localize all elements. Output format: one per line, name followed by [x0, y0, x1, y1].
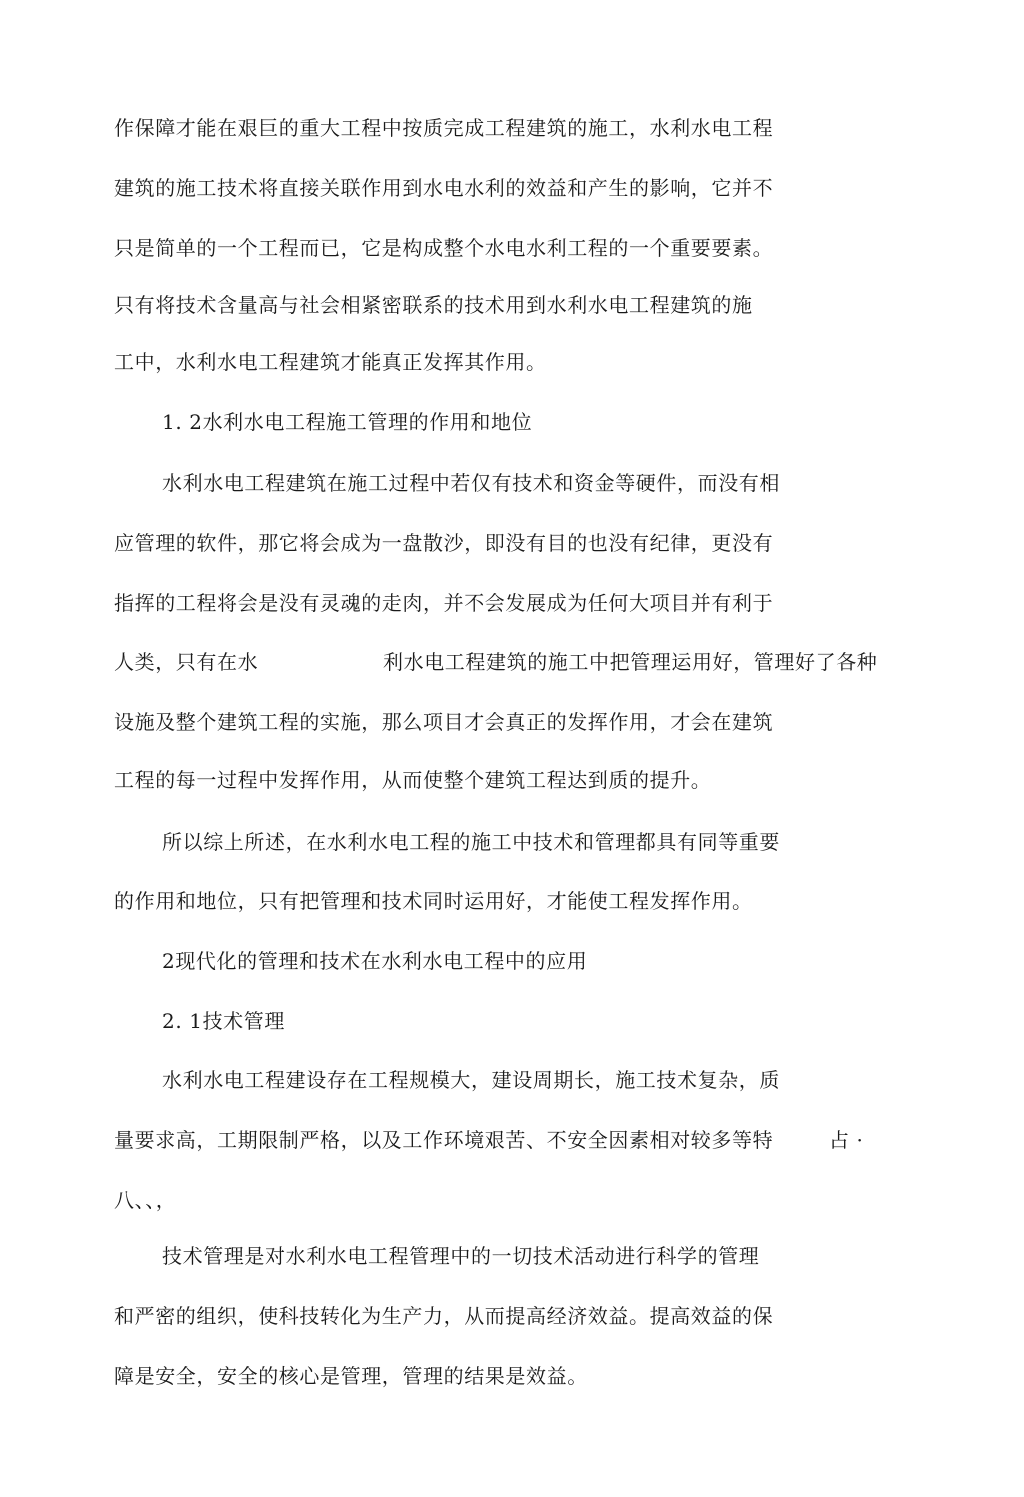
- text-line: 人类，只有在水: [114, 650, 259, 674]
- text-line: 应管理的软件，那它将会成为一盘散沙，即没有目的也没有纪律，更没有: [114, 531, 774, 555]
- text-line: 和严密的组织，使科技转化为生产力，从而提高经济效益。提高效益的保: [114, 1304, 774, 1328]
- text-line: 只是简单的一个工程而已，它是构成整个水电水利工程的一个重要要素。: [114, 236, 774, 260]
- text-line: 障是安全，安全的核心是管理，管理的结果是效益。: [114, 1364, 588, 1388]
- text-line: 水利水电工程建筑在施工过程中若仅有技术和资金等硬件，而没有相: [162, 471, 780, 495]
- text-line: 设施及整个建筑工程的实施，那么项目才会真正的发挥作用，才会在建筑: [114, 710, 774, 734]
- text-line: 量要求高，工期限制严格，以及工作环境艰苦、不安全因素相对较多等特: [114, 1128, 774, 1152]
- text-line: 只有将技术含量高与社会相紧密联系的技术用到水利水电工程建筑的施: [114, 293, 753, 317]
- section-heading: 1. 2水利水电工程施工管理的作用和地位: [162, 410, 533, 434]
- text-line: 作保障才能在艰巨的重大工程中按质完成工程建筑的施工，水利水电工程: [114, 116, 774, 140]
- text-line: 技术管理是对水利水电工程管理中的一切技术活动进行科学的管理: [162, 1244, 760, 1268]
- text-line: 指挥的工程将会是没有灵魂的走肉，并不会发展成为任何大项目并有利于: [114, 591, 774, 615]
- text-line: 工中，水利水电工程建筑才能真正发挥其作用。: [114, 350, 547, 374]
- text-line: 八、、，: [114, 1188, 177, 1212]
- text-line: 所以综上所述，在水利水电工程的施工中技术和管理都具有同等重要: [162, 830, 780, 854]
- text-line: 利水电工程建筑的施工中把管理运用好，管理好了各种: [383, 650, 878, 674]
- text-line: 的作用和地位，只有把管理和技术同时运用好，才能使工程发挥作用。: [114, 889, 753, 913]
- subsection-heading: 2. 1技术管理: [162, 1009, 285, 1033]
- text-line: 工程的每一过程中发挥作用，从而使整个建筑工程达到质的提升。: [114, 768, 712, 792]
- section-heading: 2现代化的管理和技术在水利水电工程中的应用: [162, 949, 588, 973]
- text-line: 占 ·: [829, 1128, 864, 1152]
- text-line: 水利水电工程建设存在工程规模大，建设周期长，施工技术复杂，质: [162, 1068, 780, 1092]
- text-line: 建筑的施工技术将直接关联作用到水电水利的效益和产生的影响，它并不: [114, 176, 774, 200]
